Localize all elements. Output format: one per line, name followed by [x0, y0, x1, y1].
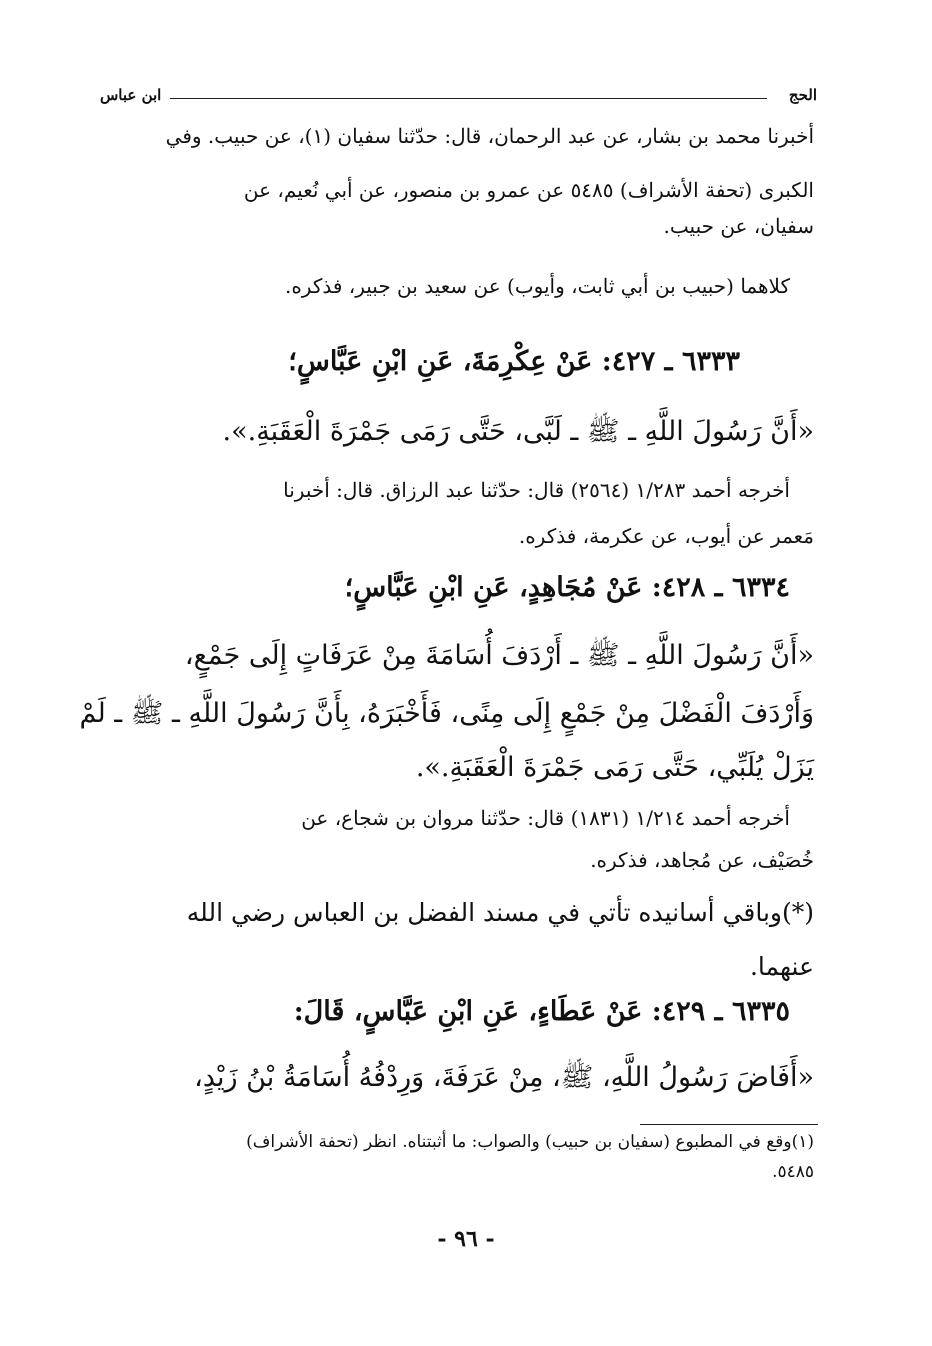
footnote-line-2: ٥٤٨٥. [772, 1162, 814, 1182]
top-source-line-2: الكبرى (تحفة الأشراف) ٥٤٨٥ عن عمرو بن منصور، عن أبي نُعيم، عن [243, 178, 814, 202]
top-source-line-1: أخبرنا محمد بن بشار، عن عبد الرحمان، قال: حدّثنا سفيان (١)، عن حبيب. وفي [165, 124, 814, 148]
page-number: - ٩٦ - [437, 1226, 495, 1252]
hadith-6335-text: «أَفَاضَ رَسُولُ اللَّهِ، ﷺ، مِنْ عَرَفَةَ، وَرِدْفُهُ أُسَامَةُ بْنُ زَيْدٍ، [194, 1062, 814, 1093]
hadith-6333-source-line-1: أخرجه أحمد ١/٢٨٣ (٢٥٦٤) قال: حدّثنا عبد الرزاق. قال: أخبرنا [283, 478, 790, 502]
hadith-6334-text-line-3: يَزَلْ يُلَبِّي، حَتَّى رَمَى جَمْرَةَ الْعَقَبَةِ.». [415, 752, 814, 783]
hadith-6333-source-line-2: مَعمر عن أيوب، عن عكرمة، فذكره. [518, 524, 814, 548]
hadith-6334-text-line-1: «أَنَّ رَسُولَ اللَّهِ ـ ﷺ ـ أَرْدَفَ أُسَامَةَ مِنْ عَرَفَاتٍ إِلَى جَمْعٍ، [184, 640, 814, 671]
hadith-6334-text-line-2: وَأَرْدَفَ الْفَضْلَ مِنْ جَمْعٍ إِلَى مِنًى، فَأَخْبَرَهُ، بِأَنَّ رَسُولَ اللَّهِ ـ ﷺ ـ لَمْ [79, 698, 814, 729]
footnote-rule [640, 1124, 818, 1125]
section-title: ابن عباس [100, 86, 162, 104]
chapter-title: الحج [788, 86, 817, 104]
hadith-6334-source-line-2: خُصَيْف، عن مُجاهد، فذكره. [590, 848, 814, 872]
hadith-6333-heading: ٦٣٣٣ ـ ٤٢٧: عَنْ عِكْرِمَةَ، عَنِ ابْنِ عَبَّاسٍ؛ [288, 346, 740, 377]
running-header [100, 86, 817, 112]
both-narrators-note: كلاهما (حبيب بن أبي ثابت، وأيوب) عن سعيد بن جبير، فذكره. [284, 274, 790, 298]
hadith-6334-source-line-1: أخرجه أحمد ١/٢١٤ (١٨٣١) قال: حدّثنا مروان بن شجاع، عن [301, 806, 790, 830]
hadith-6333-text: «أَنَّ رَسُولَ اللَّهِ ـ ﷺ ـ لَبَّى، حَتَّى رَمَى جَمْرَةَ الْعَقَبَةِ.». [222, 416, 814, 447]
header-rule [170, 98, 767, 99]
remaining-chains-note-line-1: (*)وباقي أسانيده تأتي في مسند الفضل بن العباس رضي الله [186, 898, 814, 927]
hadith-6334-heading: ٦٣٣٤ ـ ٤٢٨: عَنْ مُجَاهِدٍ، عَنِ ابْنِ عَبَّاسٍ؛ [344, 572, 790, 603]
top-source-line-3: سفيان، عن حبيب. [663, 214, 814, 238]
footnote-line-1: (١)وقع في المطبوع (سفيان بن حبيب) والصواب: ما أثبتناه. انظر (تحفة الأشراف) [246, 1132, 814, 1152]
remaining-chains-note-line-2: عنهما. [749, 952, 814, 981]
hadith-6335-heading: ٦٣٣٥ ـ ٤٢٩: عَنْ عَطَاءٍ، عَنِ ابْنِ عَبَّاسٍ، قَالَ: [293, 996, 790, 1027]
